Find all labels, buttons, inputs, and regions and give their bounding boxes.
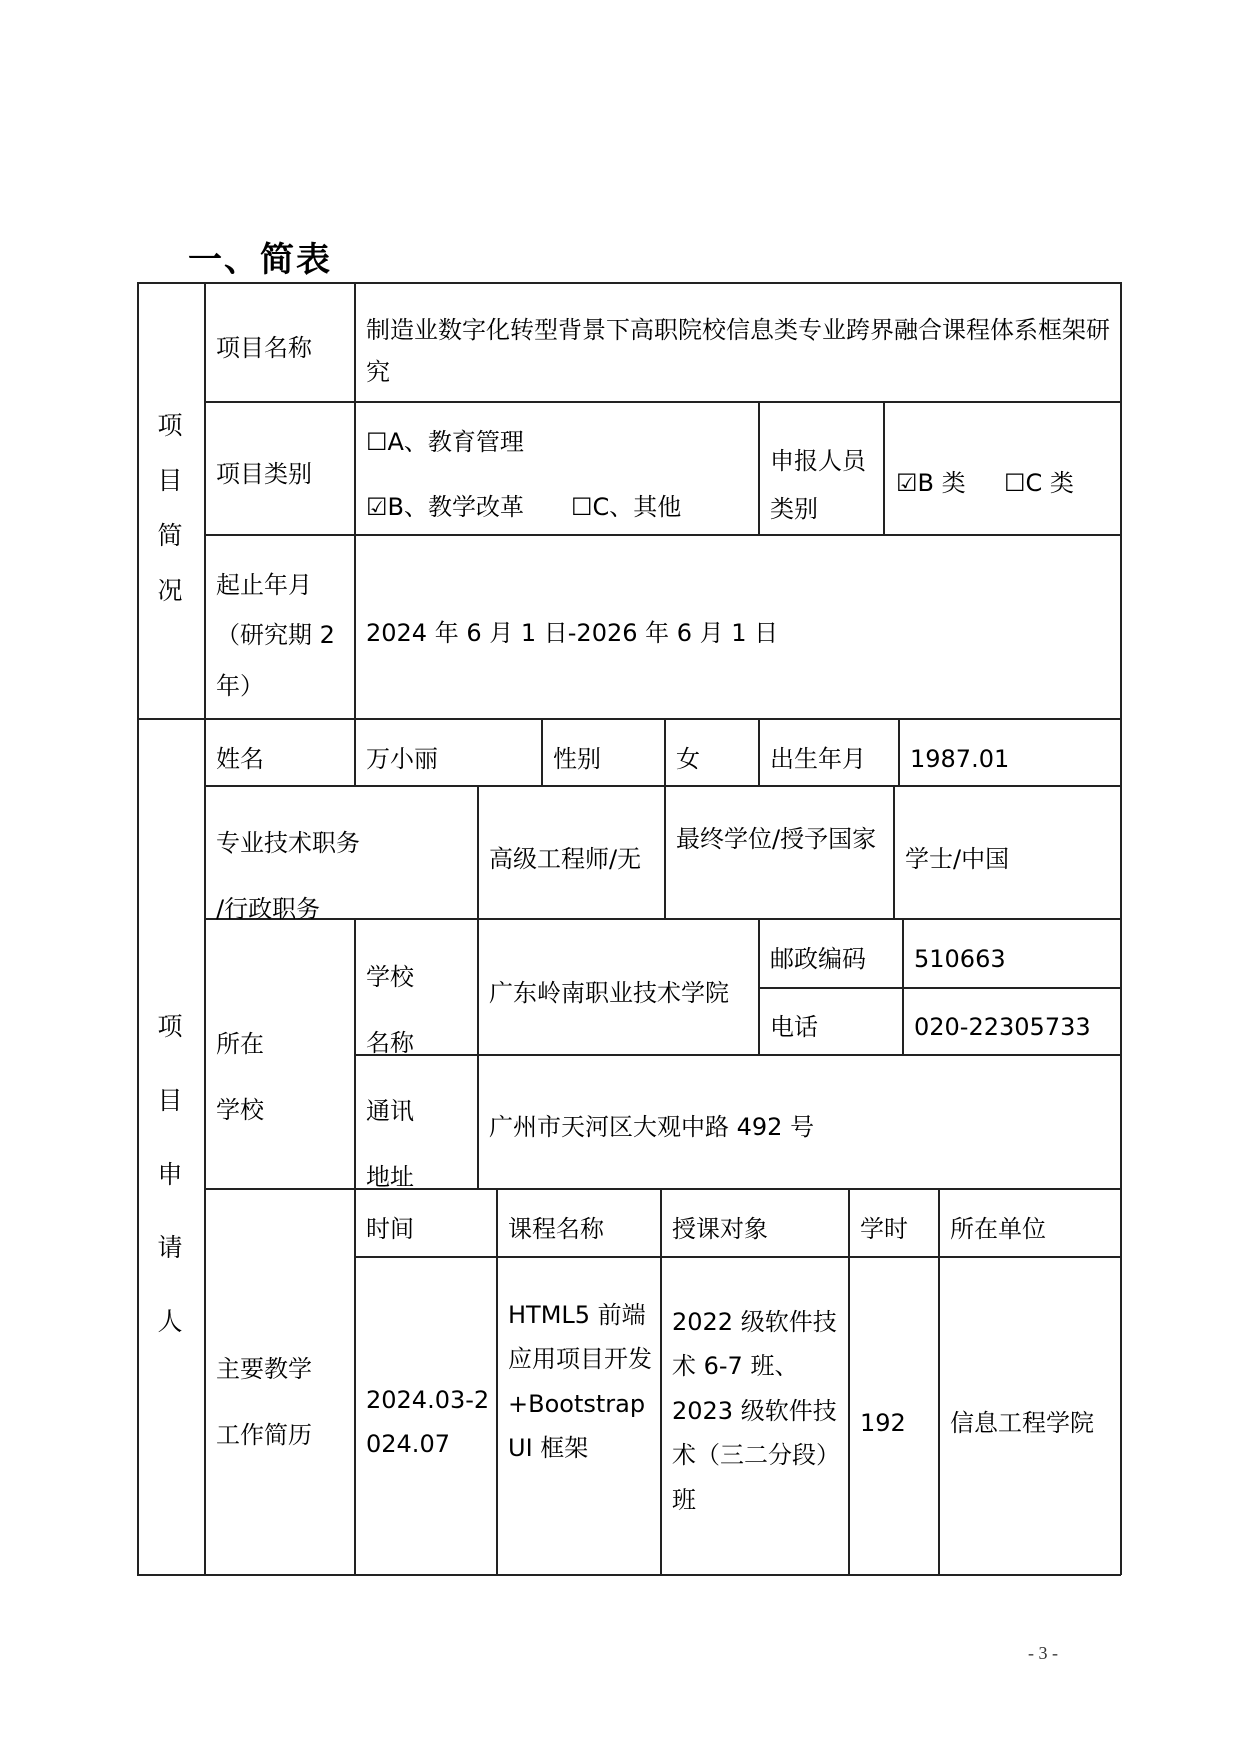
teaching-course: HTML5 前端应用项目开发+Bootstrap UI 框架 (508, 1301, 652, 1463)
applicant-group-label: 项 目 申 请 人 (157, 1012, 183, 1336)
teaching-time: 2024.03-2024.07 (366, 1386, 490, 1459)
period-label-line-3: 年） (216, 671, 264, 700)
degree-value: 学士/中国 (905, 845, 1010, 873)
postcode-label: 邮政编码 (770, 945, 866, 973)
project-name-label: 项目名称 (216, 334, 312, 362)
page-title: 一、简表 (188, 240, 332, 280)
name-label: 姓名 (216, 745, 264, 773)
phone-label: 电话 (770, 1013, 818, 1041)
address-value: 广州市天河区大观中路 492 号 (489, 1113, 815, 1141)
category-option-c[interactable]: ☐C、其他 (571, 493, 682, 521)
phone-value: 020-22305733 (914, 1013, 1091, 1041)
postcode-value: 510663 (914, 945, 1006, 973)
teaching-header-target: 授课对象 (672, 1215, 768, 1243)
teaching-hours: 192 (860, 1409, 906, 1437)
birth-label: 出生年月 (770, 745, 866, 773)
address-label: 通讯地址 (366, 1097, 414, 1191)
school-name-value: 广东岭南职业技术学院 (489, 979, 729, 1007)
title-value: 高级工程师/无 (489, 845, 642, 873)
degree-label: 最终学位/授予国家 (676, 825, 877, 853)
period-label-line-1: 起止年月 (216, 571, 312, 599)
period-value: 2024 年 6 月 1 日-2026 年 6 月 1 日 (366, 619, 779, 647)
overview-group-label: 项 目 简 况 (157, 411, 183, 605)
title-label-line-1: 专业技术职务 (216, 829, 360, 857)
applicant-type-label: 申报人员类别 (770, 447, 866, 523)
title-label-line-2: /行政职务 (216, 895, 321, 923)
teaching-label-line-1: 主要教学 (216, 1355, 312, 1383)
category-option-b[interactable]: ☑B、教学改革 (366, 493, 524, 521)
period-label (216, 560, 352, 711)
project-category-label: 项目类别 (216, 460, 312, 488)
teaching-header-hours: 学时 (860, 1215, 908, 1243)
teaching-target: 2022 级软件技术 6-7 班、2023 级软件技术（三二分段）班 (672, 1308, 840, 1514)
birth-value: 1987.01 (910, 745, 1010, 773)
teaching-unit: 信息工程学院 (950, 1409, 1094, 1437)
applicant-type-c[interactable]: ☐C 类 (1004, 469, 1074, 497)
project-name-value: 制造业数字化转型背景下高职院校信息类专业跨界融合课程体系框架研究 (366, 316, 1110, 386)
name-value: 万小丽 (366, 745, 438, 773)
page-number: - 3 - (1028, 1643, 1058, 1663)
school-name-label: 学校名称 (366, 963, 414, 1057)
category-option-a[interactable]: ☐A、教育管理 (366, 428, 524, 456)
gender-label: 性别 (553, 745, 601, 773)
title-label (216, 810, 360, 942)
teaching-header-course: 课程名称 (508, 1215, 604, 1243)
applicant-type-b[interactable]: ☑B 类 (896, 469, 966, 497)
gender-value: 女 (676, 745, 700, 773)
school-label: 所在学校 (216, 1030, 264, 1124)
teaching-label-line-2: 工作简历 (216, 1421, 312, 1449)
teaching-label (216, 1336, 312, 1468)
teaching-header-unit: 所在单位 (950, 1215, 1046, 1243)
teaching-header-time: 时间 (366, 1215, 414, 1243)
period-label-line-2: （研究期 2 (216, 621, 335, 650)
